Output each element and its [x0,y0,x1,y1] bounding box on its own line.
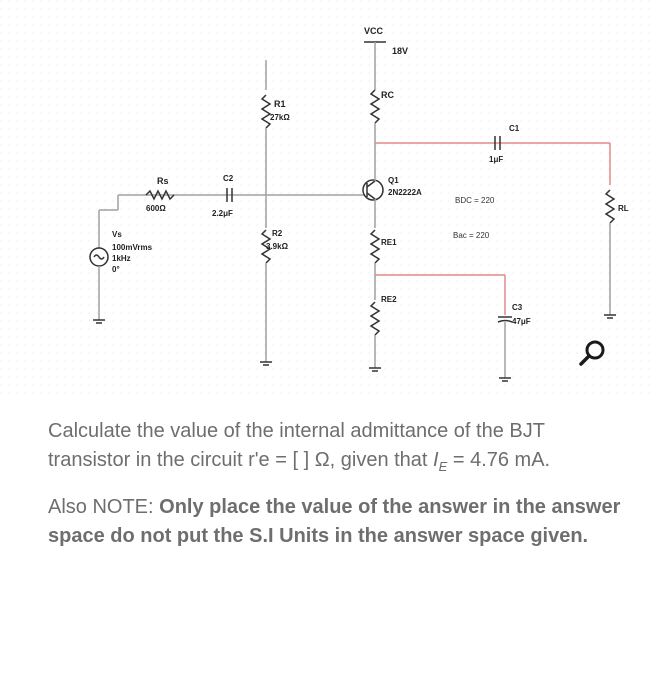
search-icon [574,336,610,372]
bdc-label: BDC = 220 [455,196,495,205]
q1-label: Q1 [388,176,399,185]
r1-value: 27kΩ [270,113,290,122]
re2-label: RE2 [381,295,397,304]
re1-label: RE1 [381,238,397,247]
r2-value: 3.9kΩ [266,242,288,251]
vcc-value: 18V [392,46,409,56]
rl-label: RL [618,204,629,213]
ie-value: = 4.76 mA. [447,449,551,471]
rs-label: Rs [157,176,169,186]
note-paragraph [48,493,628,551]
vcc-label: VCC [364,26,384,36]
note-bold: Only place the value of the answer in the answer space do not put the S.I Units in the answer space given. [48,496,621,547]
question-text [48,417,628,563]
vs-frequency: 1kHz [112,254,131,263]
note-prefix: Also NOTE: [48,496,160,518]
vs-label: Vs [112,230,122,239]
bac-label: Bac = 220 [453,231,490,240]
rs-value: 600Ω [146,204,166,213]
vs-amplitude: 100mVrms [112,243,153,252]
c1-value: 1μF [489,155,504,164]
c2-label: C2 [223,174,234,183]
rc-label: RC [381,90,394,100]
c3-value: 47μF [512,317,531,326]
ie-symbol: $I_E$ [433,449,448,474]
c2-value: 2.2μF [212,209,233,218]
r1-label: R1 [274,99,286,109]
r2-label: R2 [272,229,283,238]
vs-phase: 0° [112,265,120,274]
question-paragraph [48,417,628,481]
c3-label: C3 [512,303,523,312]
c1-label: C1 [509,124,520,133]
search-button[interactable] [574,336,610,372]
question-body: Calculate the value of the internal admittance of the BJT transistor in the circuit r'e = [ ] Ω, given that [48,420,545,471]
q1-part: 2N2222A [388,188,422,197]
